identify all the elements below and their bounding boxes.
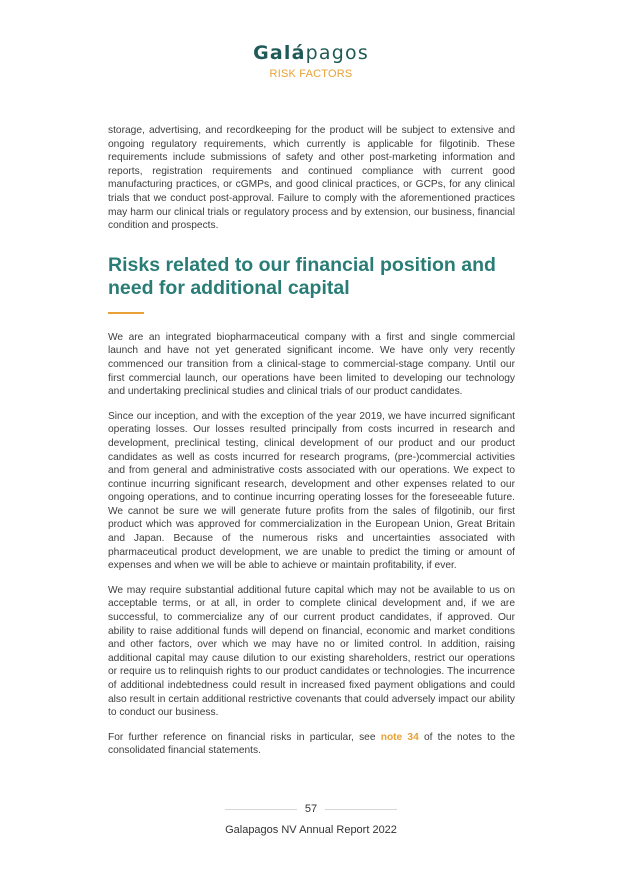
note-34-link[interactable]: note 34	[380, 731, 419, 743]
logo-bold-text: Galá	[253, 42, 306, 64]
paragraph-3: We may require substantial additional future capital which may not be available to us on acceptable terms, or at all, in order to complete clinical development and, if we are successful, to commercialize any of our current product candidates, if approved. Our ability to raise additional funds will depend on financial, economic and market conditions and other factors, over which we may have no or limited control. In addition, raising additional capital may cause dilution to our existing shareholders, restrict our operations or require us to relinquish rights to our product candidates or technologies. The incurrence of additional indebtedness could result in increased fixed payment obligations and could also result in certain additional restrictive covenants that could adversely impact our ability to conduct our business.	[108, 584, 515, 719]
logo-light-text: pagos	[305, 42, 369, 64]
section-heading: Risks related to our financial position and need for additional capital	[108, 253, 496, 299]
report-title: Galapagos NV Annual Report 2022	[225, 824, 397, 836]
footer-divider-right	[325, 809, 397, 810]
heading-underline	[108, 312, 144, 314]
page-footer	[0, 803, 622, 836]
section-label: RISK FACTORS	[269, 68, 353, 80]
paragraph-2: Since our inception, and with the exception of the year 2019, we have incurred significant operating losses. Our losses resulted principally from costs incurred in research and development, preclinical testing, clinical development of our product and our product candidates as well as costs incurred for research programs, (pre-)commercial activities and from general and administrative costs associated with our operations. We expect to continue incurring significant research, development and other expenses related to our ongoing operations, and to continue incurring operating losses for the foreseeable future. We cannot be sure we will generate future profits from the sales of filgotinib, our first product which was approved for commercialization in the European Union, Great Britain and Japan. Because of the numerous risks and uncertainties associated with pharmaceutical product development, we are unable to predict the timing or amount of expenses and when we will be able to achieve or maintain profitability, if ever.	[108, 410, 515, 572]
galapagos-logo	[0, 42, 622, 64]
page-header	[0, 42, 622, 80]
paragraph-4-text-after: of the notes to the consolidated financial statements.	[108, 731, 515, 757]
main-content	[108, 124, 515, 769]
paragraph-1: We are an integrated biopharmaceutical company with a first and single commercial launch and have not yet generated significant income. We have only very recently commenced our transition from a clinical-stage to commercial-stage company. Until our first commercial launch, our operations have been limited to developing our technology and undertaking preclinical studies and clinical trials of our product candidates.	[108, 331, 515, 398]
paragraph-4-text-before: For further reference on financial risks in particular, see	[108, 731, 376, 743]
paragraph-4	[108, 731, 515, 758]
page-number-row	[0, 803, 622, 815]
intro-paragraph: storage, advertising, and recordkeeping for the product will be subject to extensive and ongoing regulatory requirements, which currently is applicable for filgotinib. These requirements include submissions of safety and other post-marketing information and reports, registration requirements and continued compliance with current good manufacturing practices, or cGMPs, and good clinical practices, or GCPs, for any clinical trials that we conduct post-approval. Failure to comply with the aforementioned practices may harm our clinical trials or regulatory process and by extension, our business, financial condition and prospects.	[108, 125, 515, 232]
page-number: 57	[304, 803, 318, 815]
footer-divider-left	[225, 809, 297, 810]
